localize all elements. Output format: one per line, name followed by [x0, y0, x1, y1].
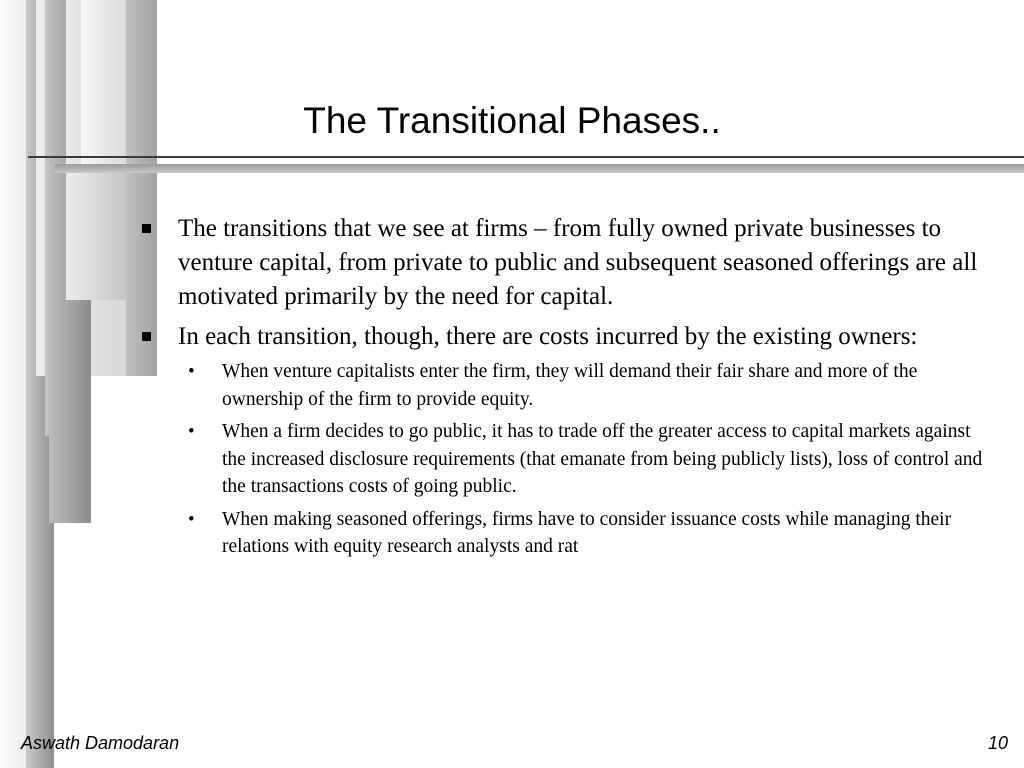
dot-bullet-icon: •	[188, 361, 195, 382]
dot-bullet-icon: •	[188, 421, 195, 442]
footer-page-number: 10	[987, 733, 1008, 753]
sub-bullet-item	[138, 358, 988, 413]
bullet-list	[138, 212, 988, 561]
bullet-text: The transitions that we see at firms – from fully owned private businesses to venture capital, from private to public and subsequent seasoned offerings are all motivated primarily by the need for capital.	[178, 215, 978, 310]
square-bullet-icon	[142, 224, 151, 233]
footer-author: Aswath Damodaran	[21, 733, 180, 753]
sub-bullet-item	[138, 506, 988, 561]
dot-bullet-icon: •	[188, 508, 195, 530]
sub-bullet-text: When a firm decides to go public, it has to trade off the greater access to capital markets against the increased disclosure requirements (that emanate from being publicly lists), loss of control and the transactions costs of going public.	[222, 421, 983, 497]
slide-title: The Transitional Phases..	[303, 100, 721, 141]
bullet-item	[138, 320, 988, 561]
sub-bullet-text: When venture capitalists enter the firm, they will demand their fair share and more of the ownership of the firm to provide equity.	[222, 361, 918, 410]
sub-bullet-list	[138, 358, 988, 561]
title-divider-bar	[55, 164, 1024, 173]
slide-body	[138, 212, 988, 567]
bullet-item	[138, 212, 988, 314]
sub-bullet-item	[138, 418, 988, 501]
sub-bullet-text: When making seasoned offerings, firms have to consider issuance costs while managing their relations with equity research analysts and rat	[222, 508, 952, 557]
decorative-bar	[81, 0, 126, 170]
bullet-text: In each transition, though, there are costs incurred by the existing owners:	[178, 323, 918, 350]
square-bullet-icon	[142, 332, 151, 341]
title-divider-line	[28, 156, 1024, 158]
